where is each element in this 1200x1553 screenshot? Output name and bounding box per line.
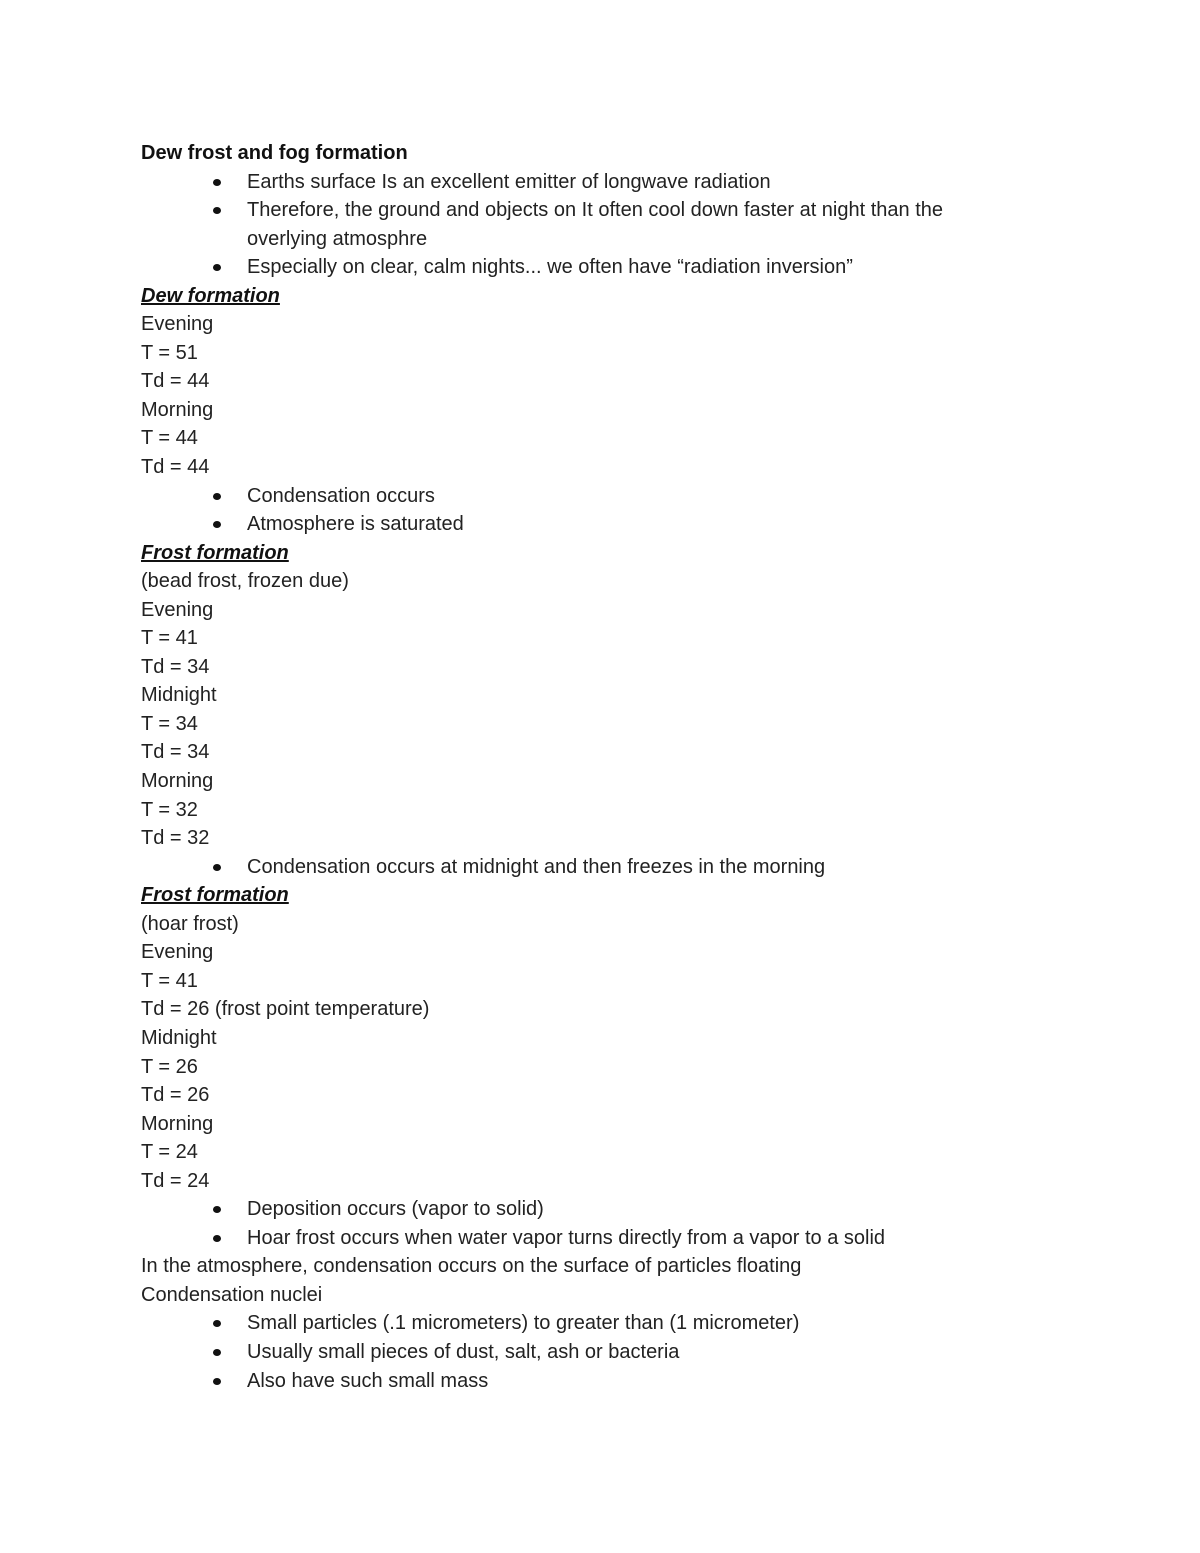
list-item: Hoar frost occurs when water vapor turns directly from a vapor to a solid xyxy=(141,1224,1007,1253)
text-line: (hoar frost) xyxy=(141,912,239,935)
text-line: T = 32 xyxy=(141,798,198,821)
list-item: Small particles (.1 micrometers) to greater than (1 micrometer) xyxy=(141,1309,1007,1338)
list-item: Condensation occurs at midnight and then freezes in the morning xyxy=(141,853,1007,882)
list-item: Atmosphere is saturated xyxy=(141,510,1007,539)
text-line: Td = 26 xyxy=(141,1084,210,1107)
text-line: Midnight xyxy=(141,1026,217,1049)
text-line: In the atmosphere, condensation occurs on the surface of particles floating xyxy=(141,1255,802,1278)
text-line: T = 26 xyxy=(141,1055,198,1078)
text-line: Td = 24 xyxy=(141,1169,210,1192)
intro-bullet-list xyxy=(141,168,1041,282)
text-line: (bead frost, frozen due) xyxy=(141,570,349,593)
text-line: T = 51 xyxy=(141,341,198,364)
text-line: T = 24 xyxy=(141,1141,198,1164)
text-line: Td = 34 xyxy=(141,741,210,764)
section-heading-bead-frost: Frost formation xyxy=(141,541,289,564)
list-item: Usually small pieces of dust, salt, ash or bacteria xyxy=(141,1338,1007,1367)
dew-bullet-list xyxy=(141,482,1041,539)
text-line: T = 44 xyxy=(141,427,198,450)
text-line: T = 41 xyxy=(141,627,198,650)
text-line: T = 34 xyxy=(141,712,198,735)
text-line: Evening xyxy=(141,313,214,336)
text-line: Condensation nuclei xyxy=(141,1283,323,1306)
text-line: Td = 44 xyxy=(141,456,210,479)
document-title: Dew frost and fog formation xyxy=(141,142,408,164)
list-item: Earths surface Is an excellent emitter of longwave radiation xyxy=(141,168,1007,197)
text-line: T = 41 xyxy=(141,969,198,992)
list-item: Especially on clear, calm nights... we often have “radiation inversion” xyxy=(141,253,1007,282)
document-page xyxy=(141,139,1041,1395)
text-line: Morning xyxy=(141,770,214,793)
list-item: Therefore, the ground and objects on It often cool down faster at night than the overlying atmosphre xyxy=(141,196,1007,253)
text-line: Evening xyxy=(141,941,214,964)
condensation-nuclei-bullet-list xyxy=(141,1309,1041,1395)
text-line: Td = 26 (frost point temperature) xyxy=(141,998,430,1021)
text-line: Evening xyxy=(141,598,214,621)
section-heading-dew: Dew formation xyxy=(141,284,280,307)
text-line: Td = 32 xyxy=(141,827,210,850)
list-item: Also have such small mass xyxy=(141,1367,1007,1396)
list-item: Deposition occurs (vapor to solid) xyxy=(141,1195,1007,1224)
text-line: Td = 44 xyxy=(141,370,210,393)
section-heading-hoar-frost: Frost formation xyxy=(141,884,289,907)
text-line: Midnight xyxy=(141,684,217,707)
text-line: Morning xyxy=(141,398,214,421)
bead-frost-bullet-list xyxy=(141,853,1041,882)
hoar-frost-bullet-list xyxy=(141,1195,1041,1252)
list-item: Condensation occurs xyxy=(141,482,1007,511)
text-line: Morning xyxy=(141,1112,214,1135)
text-line: Td = 34 xyxy=(141,655,210,678)
